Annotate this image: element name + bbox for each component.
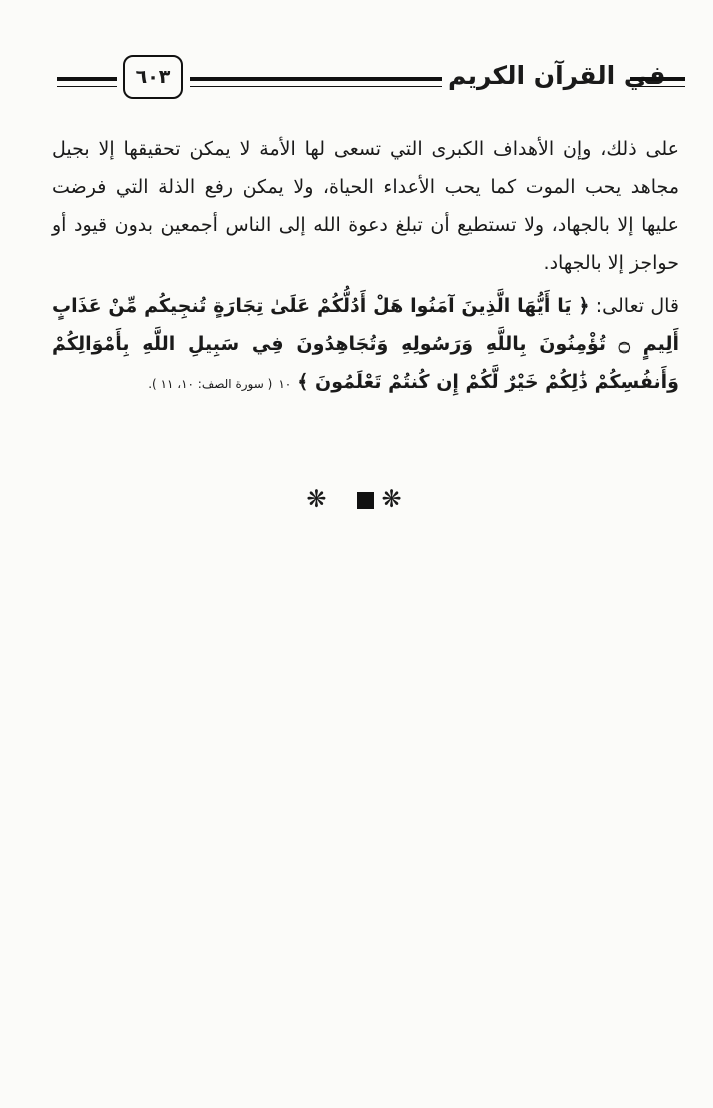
surah-reference: ( سورة الصف: ١٠، ١١ ). [148, 377, 273, 391]
page-number: ٦٠٣ [123, 55, 183, 99]
page-header [0, 55, 713, 105]
header-rule-middle [190, 77, 442, 87]
body-paragraph: على ذلك، وإن الأهداف الكبرى التي تسعى لها الأمة لا يمكن تحقيقها إلا بجيل مجاهد يحب الموت كما يحب الأعداء الحياة، ولا يمكن رفع الذلة التي فرضت عليها إلا بالجهاد، ولا تستطيع أن تبلغ دعوة الله إلى الناس أجمعين بدون قيود أو حواجز إلا بالجهاد. [52, 138, 679, 274]
header-rule-right [630, 77, 685, 87]
asterisk-ornament-icon: ❋ [381, 485, 424, 513]
asterisk-ornament-icon: ❋ [306, 485, 349, 513]
quran-verse: ﴿ يَا أَيُّهَا الَّذِينَ آمَنُوا هَلْ أَدُلُّكُمْ عَلَىٰ تِجَارَةٍ تُنجِيكُم مِّنْ عَذَابٍ أَلِيمٍ ۝ تُؤْمِنُونَ بِاللَّهِ وَرَسُولِهِ وَتُجَاهِدُونَ فِي سَبِيلِ اللَّهِ بِأَمْوَالِكُمْ وَأَنفُسِكُمْ ذَٰلِكُمْ خَيْرٌ لَّكُمْ إِن كُنتُمْ تَعْلَمُونَ ﴾ [52, 295, 679, 393]
running-title: في القرآن الكريم [448, 61, 666, 90]
quran-quote-block [52, 287, 679, 403]
verse-marker: ١٠ [278, 377, 292, 391]
square-ornament-icon [357, 492, 374, 509]
header-rule-left [57, 77, 117, 87]
section-divider [300, 485, 430, 513]
quote-intro: قال تعالى: [595, 295, 679, 317]
